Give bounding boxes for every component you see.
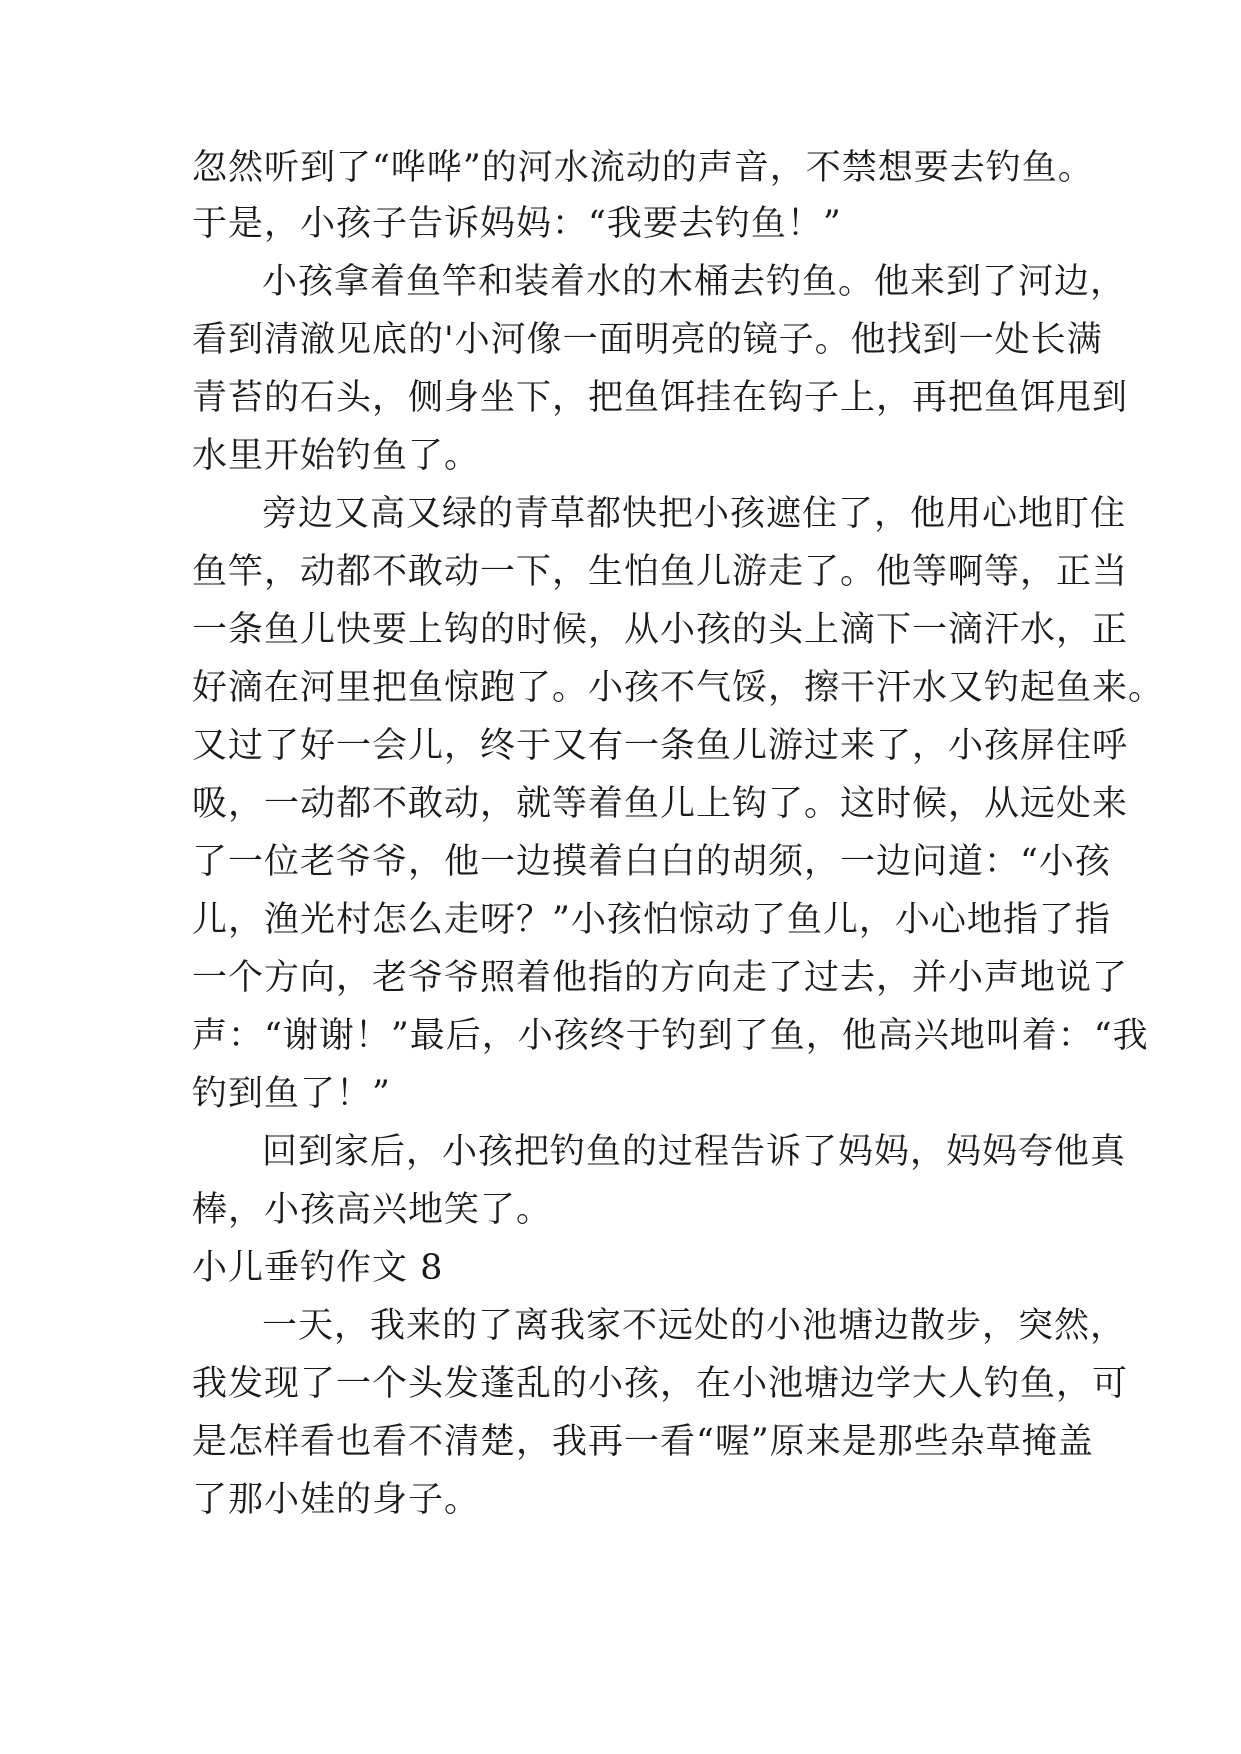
- text-line: 儿，渔光村怎么走呀？”小孩怕惊动了鱼儿，小心地指了指: [192, 900, 1111, 940]
- text-line: 忽然听到了“哗哗”的河水流动的声音，不禁想要去钓鱼。: [192, 148, 1094, 188]
- text-line: 鱼竿，动都不敢动一下，生怕鱼儿游走了。他等啊等，正当: [192, 552, 1129, 592]
- text-line: 了一位老爷爷，他一边摸着白白的胡须，一边问道：“小孩: [192, 842, 1111, 882]
- paragraph-first-line: 小孩拿着鱼竿和装着水的木桶去钓鱼。他来到了河边，: [262, 262, 1127, 302]
- paragraph-first-line: 一天，我来的了离我家不远处的小池塘边散步，突然，: [262, 1306, 1127, 1346]
- paragraph-first-line: 旁边又高又绿的青草都快把小孩遮住了，他用心地盯住: [262, 494, 1127, 534]
- text-line: 一个方向，老爷爷照着他指的方向走了过去，并小声地说了: [192, 958, 1129, 998]
- text-line: 于是，小孩子告诉妈妈：“我要去钓鱼！”: [192, 204, 842, 244]
- text-line: 一条鱼儿快要上钩的时候，从小孩的头上滴下一滴汗水，正: [192, 610, 1129, 650]
- text-line: 好滴在河里把鱼惊跑了。小孩不气馁，擦干汗水又钓起鱼来。: [192, 668, 1165, 708]
- text-line: 是怎样看也看不清楚，我再一看“喔”原来是那些杂草掩盖: [192, 1422, 1094, 1462]
- text-line: 吸，一动都不敢动，就等着鱼儿上钩了。这时候，从远处来: [192, 784, 1129, 824]
- text-line: 了那小娃的身子。: [192, 1480, 481, 1520]
- text-line: 声：“谢谢！”最后，小孩终于钓到了鱼，他高兴地叫着：“我: [192, 1016, 1149, 1056]
- text-line: 青苔的石头，侧身坐下，把鱼饵挂在钩子上，再把鱼饵甩到: [192, 378, 1129, 418]
- text-line: 钓到鱼了！”: [192, 1074, 391, 1114]
- text-line: 棒，小孩高兴地笑了。: [192, 1190, 553, 1230]
- text-line: 我发现了一个头发蓬乱的小孩，在小池塘边学大人钓鱼，可: [192, 1364, 1129, 1404]
- paragraph-first-line: 回到家后，小孩把钓鱼的过程告诉了妈妈，妈妈夸他真: [262, 1132, 1127, 1172]
- section-heading: 小儿垂钓作文 8: [192, 1248, 444, 1288]
- text-line: 看到清澈见底的'小河像一面明亮的镜子。他找到一处长满: [192, 320, 1103, 360]
- text-line: 水里开始钓鱼了。: [192, 436, 481, 476]
- text-line: 又过了好一会儿，终于又有一条鱼儿游过来了，小孩屏住呼: [192, 726, 1129, 766]
